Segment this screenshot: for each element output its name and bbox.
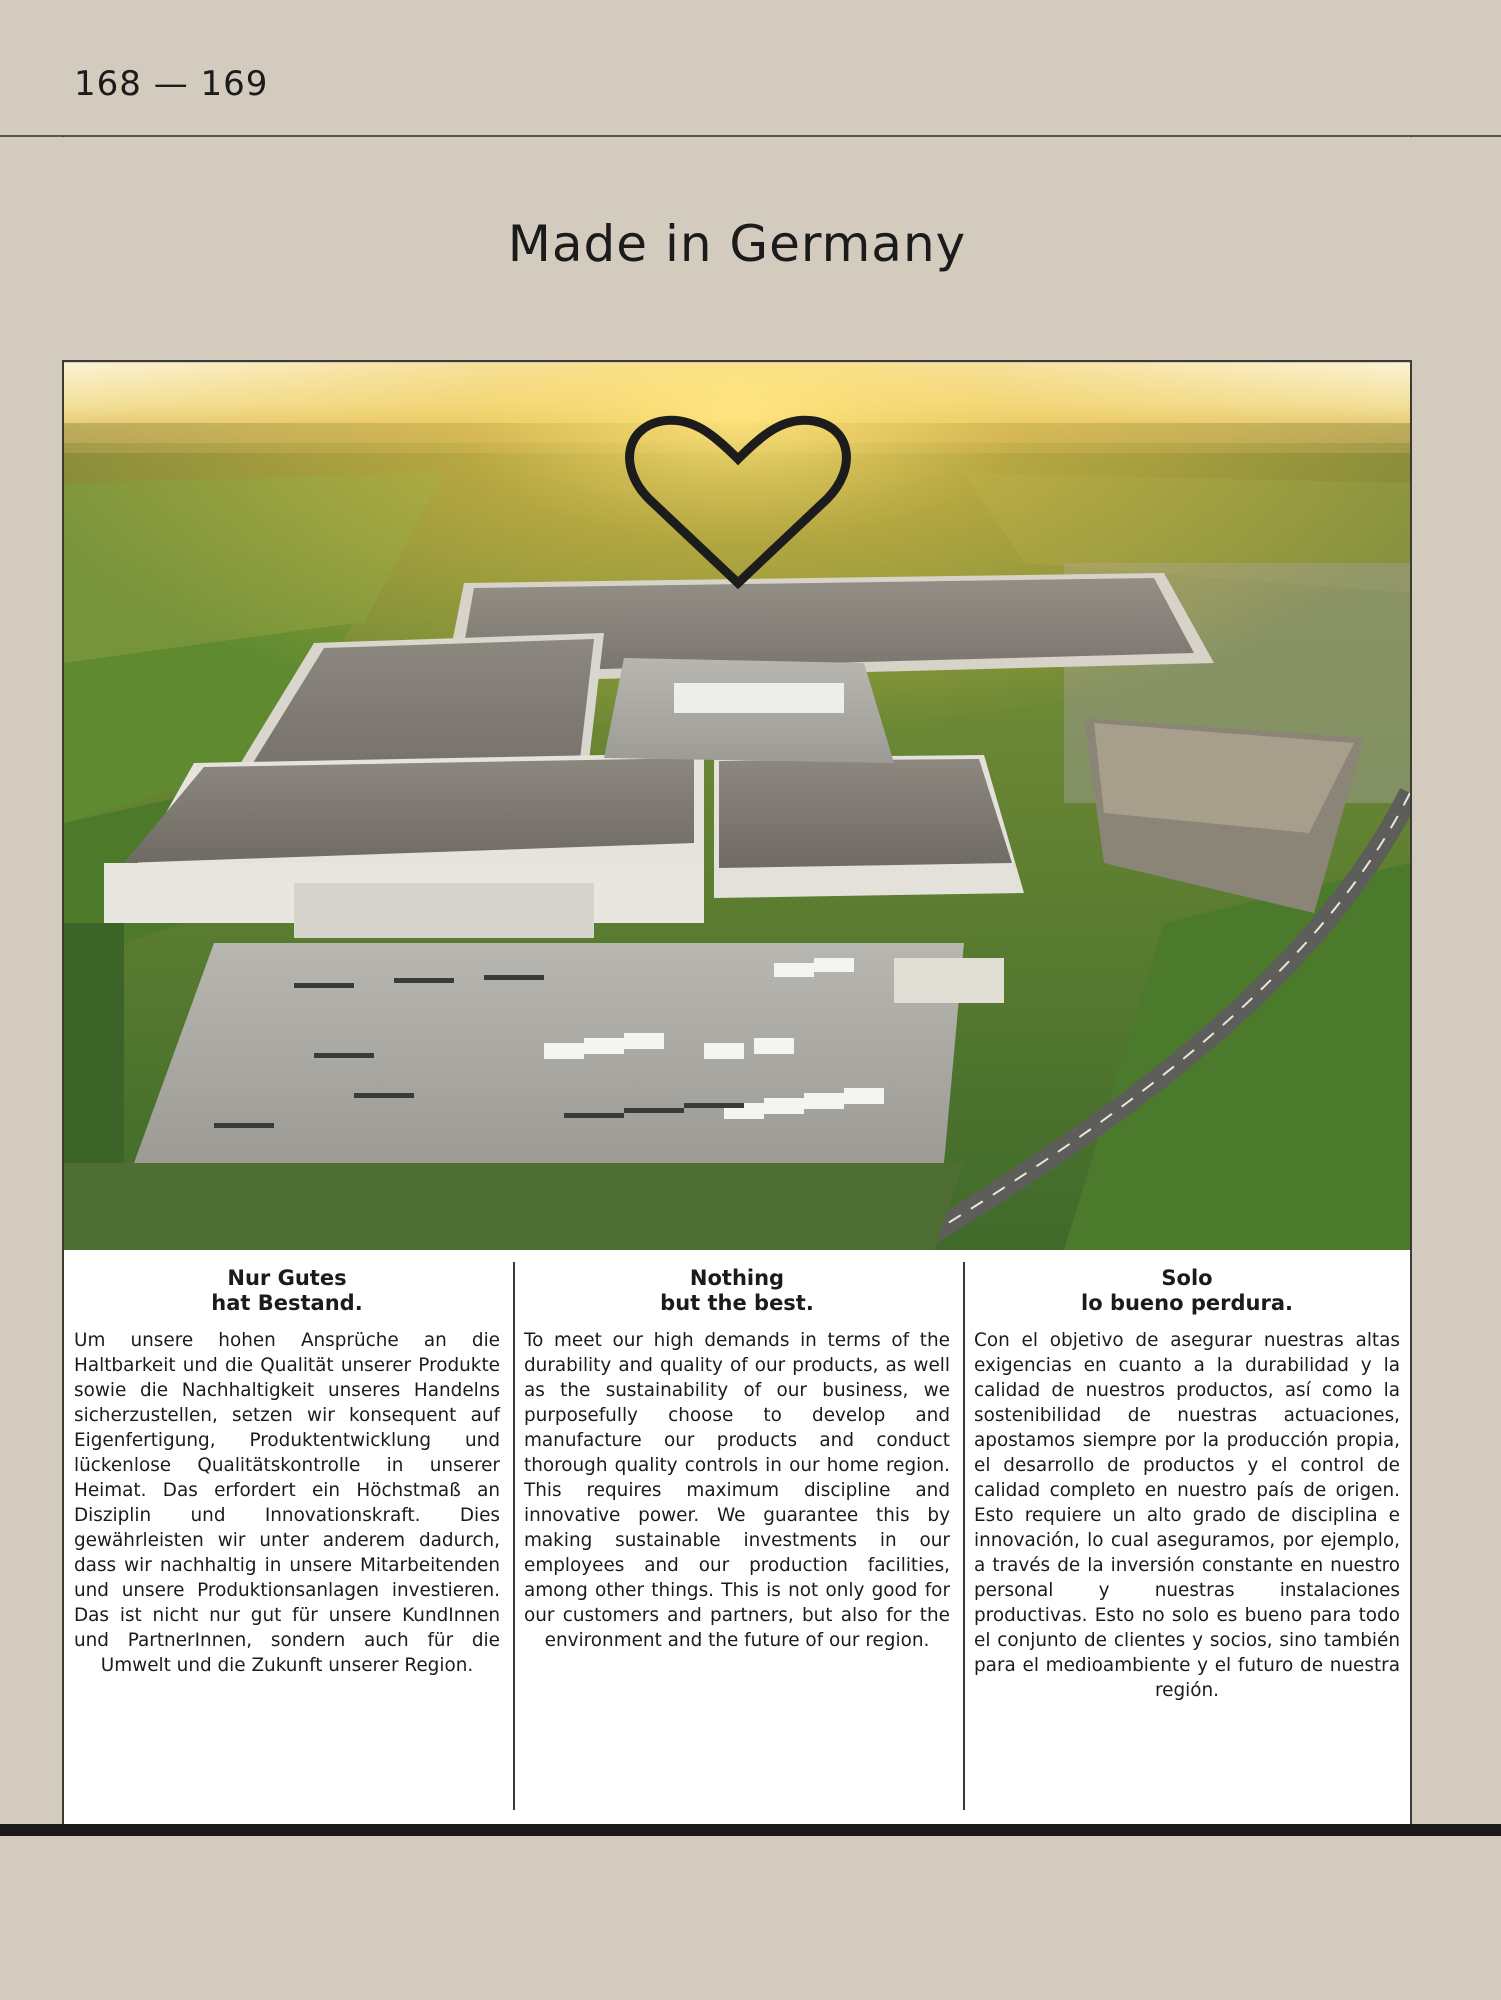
heading-line-1: Solo	[1161, 1266, 1213, 1290]
heading-line-2: but the best.	[660, 1291, 814, 1315]
column-spanish	[974, 1266, 1400, 1703]
column-german	[74, 1266, 500, 1678]
factory-aerial-photo	[64, 363, 1410, 1250]
heading-line-2: lo bueno perdura.	[1081, 1291, 1293, 1315]
column-heading	[974, 1266, 1400, 1316]
heading-line-1: Nothing	[689, 1266, 785, 1290]
column-divider	[963, 1262, 965, 1810]
column-body: Um unsere hohen Ansprüche an die Haltbarkeit und die Qualität unserer Produkte sowie die Nachhaltigkeit unseres Handelns sicherzustellen, setzen wir konsequent auf Eigenfertigung, Produktentwicklung und lückenlose Qualitätskontrolle in unserer Heimat. Das erfordert ein Höchstmaß an Disziplin und Innovationskraft. Dies gewährleisten wir unter anderem dadurch, dass wir nachhaltig in unsere Mitarbeitenden und unsere Produktionsanlagen investieren. Das ist nicht nur gut für unsere KundInnen und PartnerInnen, sondern auch für die Umwelt und die Zukunft unserer Region.	[74, 1330, 500, 1676]
title-band	[62, 137, 1412, 362]
text-columns	[64, 1250, 1410, 1824]
page-numbers: 168 — 169	[74, 64, 269, 104]
column-heading	[524, 1266, 950, 1316]
column-divider	[513, 1262, 515, 1810]
column-heading	[74, 1266, 500, 1316]
heading-line-2: hat Bestand.	[211, 1291, 363, 1315]
bottom-bar	[0, 1824, 1501, 1836]
column-body: Con el objetivo de asegurar nuestras altas exigencias en cuanto a la durabilidad y la calidad de nuestros productos, así como la sostenibilidad de nuestras actuaciones, apostamos siempre por la producción propia, el desarrollo de productos y el control de calidad completo en nuestro país de origen. Esto requiere un alto grado de disciplina e innovación, lo cual aseguramos, por ejemplo, a través de la inversión constante en nuestro personal y nuestras instalaciones productivas. Esto no solo es bueno para todo el conjunto de clientes y socios, sino también para el medioambiente y el futuro de nuestra región.	[974, 1330, 1400, 1701]
column-body: To meet our high demands in terms of the durability and quality of our products, as well as the sustainability of our business, we purposefully choose to develop and manufacture our products and conduct thorough quality controls in our home region. This requires maximum discipline and innovative power. We guarantee this by making sustainable investments in our employees and our production facilities, among other things. This is not only good for our customers and partners, but also for the environment and the future of our region.	[524, 1330, 950, 1651]
column-english	[524, 1266, 950, 1653]
page-title: Made in Germany	[507, 214, 967, 273]
heading-line-1: Nur Gutes	[227, 1266, 347, 1290]
